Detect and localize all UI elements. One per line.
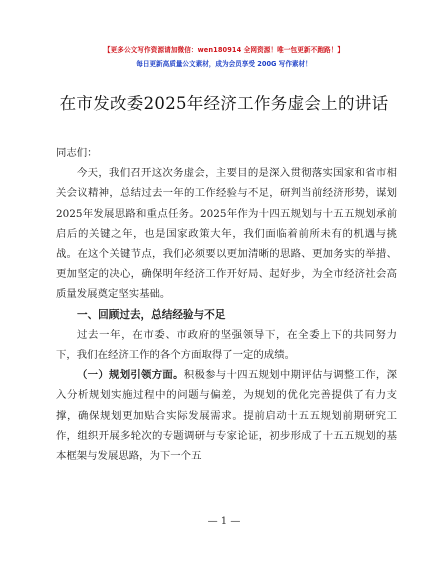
opening-paragraph: 今天，我们召开这次务虚会，主要目的是深入贯彻落实国家和省市相关会议精神，总结过去一年的工作经验与不足，研判当前经济形势，谋划2025年发展思路和重点任务。2025年作为十四五规划与十五五规划承前启后的关键之年，也是国家政策大年，我们面临着前所未有的机遇与挑战。在这个关键节点，我们必须要以更加清晰的思路、更加务实的举措、更加坚定的决心，确保明年经济工作开好局、起好步，为全市经济社会高质量发展奠定坚实基础。 <box>56 167 397 301</box>
page-number: — 1 — <box>207 516 241 527</box>
promo-banner-line1: 【更多公文写作资源请加微信：wen180914 全网资源！唯一包更新不跑路！】 <box>103 46 345 54</box>
promo-banner-line2: 每日更新高质量公文素材，成为会员享受 200G 写作素材！ <box>136 60 312 68</box>
item1-text: 积极参与十四五规划中期评估与调整工作，深入分析规划实施过程中的问题与偏差，为规划的优化完善提供了有力支撑，确保规划更加贴合实际发展需求。提前启动十五五规划前期研究工作，组织开展多轮次的专题调研与专家论证，初步形成了十五五规划的基本框架与发展思路，为下一个五 <box>56 369 398 463</box>
section-heading-1: 一、回顾过去，总结经验与不足 <box>77 308 226 321</box>
document-title: 在市发改委2025年经济工作务虚会上的讲话 <box>59 94 389 113</box>
item1-title: （一）规划引领方面。 <box>77 369 184 382</box>
document-body <box>56 143 397 466</box>
salutation: 同志们： <box>56 147 98 159</box>
section1-item1-paragraph <box>56 365 397 466</box>
section1-intro-paragraph: 过去一年，在市委、市政府的坚强领导下，在全委上下的共同努力下，我们在经济工作的各个方面取得了一定的成绩。 <box>56 328 397 362</box>
